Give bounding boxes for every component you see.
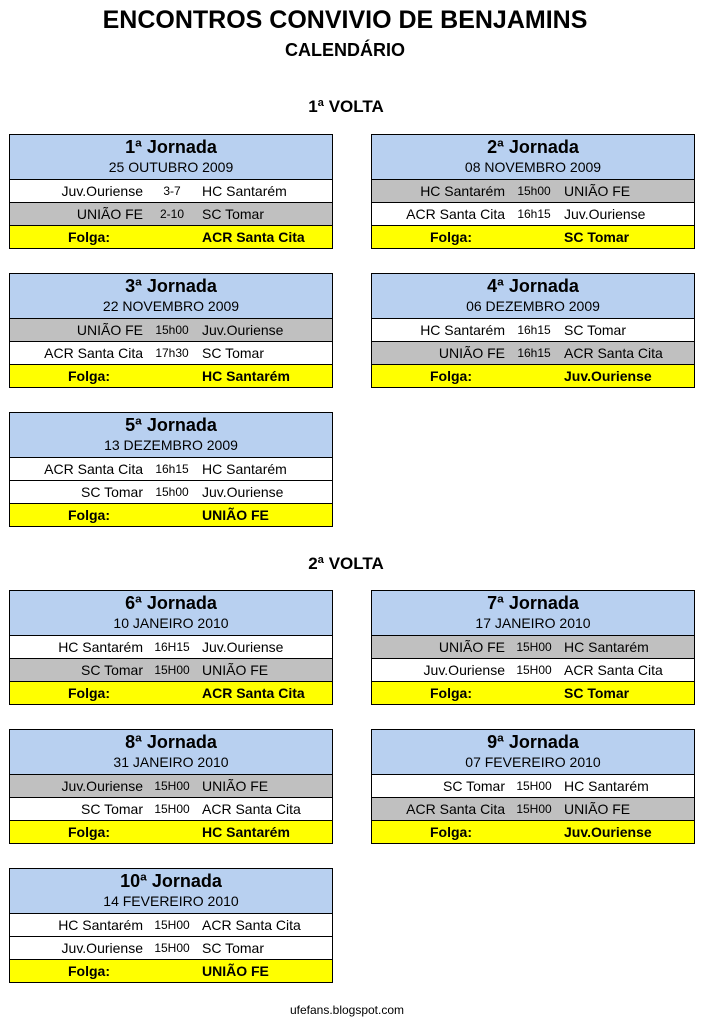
jornada-name: 1ª Jornada (125, 137, 217, 157)
jornada-card-5 (9, 412, 333, 527)
away-team: Juv.Ouriense (202, 322, 284, 338)
match-time: 15H00 (154, 802, 190, 816)
match-time: 15H00 (154, 941, 190, 955)
home-team: ACR Santa Cita (44, 461, 143, 477)
jornada-date: 08 NOVEMBRO 2009 (464, 159, 602, 175)
away-team: ACR Santa Cita (564, 345, 663, 361)
match-time: 15h00 (155, 485, 189, 499)
match-row (372, 180, 694, 203)
page-title: ENCONTROS CONVIVIO DE BENJAMINS (102, 6, 588, 34)
match-time: 16h15 (517, 207, 551, 221)
away-team: UNIÃO FE (564, 183, 631, 199)
match-time: 15H00 (516, 802, 552, 816)
match-row (372, 775, 694, 798)
home-team: UNIÃO FE (438, 345, 505, 361)
match-row (372, 203, 694, 226)
jornada-card-3 (9, 273, 333, 388)
match-row (10, 914, 332, 937)
match-time: 16h15 (517, 346, 551, 360)
home-team: HC Santarém (420, 183, 505, 199)
folga-label: Folga: (430, 685, 472, 701)
away-team: SC Tomar (564, 322, 626, 338)
folga-row (10, 504, 332, 526)
away-team: Juv.Ouriense (202, 484, 284, 500)
away-team: HC Santarém (202, 461, 287, 477)
match-time: 15H00 (516, 640, 552, 654)
jornada-date: 25 OUTUBRO 2009 (108, 159, 234, 175)
folga-row (372, 821, 694, 843)
match-time: 15h00 (517, 184, 551, 198)
home-team: ACR Santa Cita (44, 345, 143, 361)
match-row (372, 342, 694, 365)
home-team: UNIÃO FE (76, 322, 143, 338)
jornada-header (10, 869, 332, 914)
match-row (372, 659, 694, 682)
match-time: 15H00 (154, 918, 190, 932)
jornada-date: 14 FEVEREIRO 2010 (103, 893, 239, 909)
folga-label: Folga: (68, 685, 110, 701)
home-team: SC Tomar (443, 778, 505, 794)
match-row (372, 798, 694, 821)
match-row (372, 636, 694, 659)
jornada-date: 10 JANEIRO 2010 (113, 615, 229, 631)
folga-row (10, 226, 332, 248)
jornada-header (10, 730, 332, 775)
folga-label: Folga: (430, 824, 472, 840)
jornada-card-6 (9, 590, 333, 705)
match-time: 15h00 (155, 323, 189, 337)
match-row (10, 203, 332, 226)
away-team: SC Tomar (202, 940, 264, 956)
away-team: HC Santarém (564, 778, 649, 794)
jornada-name: 6ª Jornada (125, 593, 217, 613)
folga-label: Folga: (430, 229, 472, 245)
jornada-card-8 (9, 729, 333, 844)
folga-label: Folga: (430, 368, 472, 384)
folga-label: Folga: (68, 229, 110, 245)
jornada-header (10, 591, 332, 636)
away-team: HC Santarém (202, 183, 287, 199)
jornada-name: 2ª Jornada (487, 137, 579, 157)
jornada-card-4 (371, 273, 695, 388)
home-team: SC Tomar (81, 484, 143, 500)
jornada-name: 3ª Jornada (125, 276, 217, 296)
jornada-card-7 (371, 590, 695, 705)
folga-row (372, 365, 694, 387)
away-team: ACR Santa Cita (202, 917, 301, 933)
jornada-date: 06 DEZEMBRO 2009 (466, 298, 600, 314)
away-team: Juv.Ouriense (202, 639, 284, 655)
folga-team: HC Santarém (202, 824, 290, 840)
home-team: Juv.Ouriense (61, 183, 143, 199)
jornada-header (10, 274, 332, 319)
folga-label: Folga: (68, 507, 110, 523)
jornada-date: 07 FEVEREIRO 2010 (465, 754, 601, 770)
away-team: ACR Santa Cita (202, 801, 301, 817)
jornada-card-2 (371, 134, 695, 249)
jornada-name: 10ª Jornada (120, 871, 222, 891)
away-team: SC Tomar (202, 206, 264, 222)
footer-url: ufefans.blogspot.com (289, 1003, 405, 1017)
away-team: ACR Santa Cita (564, 662, 663, 678)
folga-row (372, 226, 694, 248)
page-subtitle: CALENDÁRIO (285, 40, 405, 60)
folga-team: ACR Santa Cita (202, 229, 305, 245)
away-team: UNIÃO FE (564, 801, 631, 817)
match-row (10, 775, 332, 798)
match-time: 15H00 (516, 779, 552, 793)
match-row (10, 180, 332, 203)
match-time: 16h15 (517, 323, 551, 337)
folga-team: HC Santarém (202, 368, 290, 384)
folga-row (10, 821, 332, 843)
away-team: Juv.Ouriense (564, 206, 646, 222)
folga-team: SC Tomar (564, 229, 630, 245)
home-team: HC Santarém (58, 639, 143, 655)
match-time: 15H00 (154, 663, 190, 677)
home-team: HC Santarém (420, 322, 505, 338)
jornada-card-9 (371, 729, 695, 844)
match-row (372, 319, 694, 342)
match-row (10, 342, 332, 365)
away-team: UNIÃO FE (202, 778, 269, 794)
folga-row (10, 682, 332, 704)
folga-label: Folga: (68, 824, 110, 840)
home-team: HC Santarém (58, 917, 143, 933)
home-team: SC Tomar (81, 801, 143, 817)
match-row (10, 458, 332, 481)
jornada-date: 31 JANEIRO 2010 (113, 754, 229, 770)
match-row (10, 636, 332, 659)
folga-team: UNIÃO FE (202, 963, 269, 979)
home-team: UNIÃO FE (438, 639, 505, 655)
match-time: 16h15 (155, 462, 189, 476)
jornada-card-10 (9, 868, 333, 983)
home-team: Juv.Ouriense (61, 940, 143, 956)
folga-team: UNIÃO FE (202, 507, 269, 523)
jornada-card-1 (9, 134, 333, 249)
jornada-header (10, 135, 332, 180)
jornada-header (10, 413, 332, 458)
jornada-date: 13 DEZEMBRO 2009 (104, 437, 238, 453)
match-time: 17h30 (155, 346, 189, 360)
jornada-name: 8ª Jornada (125, 732, 217, 752)
match-time: 15H00 (516, 663, 552, 677)
home-team: SC Tomar (81, 662, 143, 678)
home-team: ACR Santa Cita (406, 801, 505, 817)
jornada-name: 4ª Jornada (487, 276, 579, 296)
jornada-name: 5ª Jornada (125, 415, 217, 435)
match-time: 15H00 (154, 779, 190, 793)
folga-row (10, 960, 332, 982)
home-team: UNIÃO FE (76, 206, 143, 222)
jornada-name: 9ª Jornada (487, 732, 579, 752)
match-row (10, 937, 332, 960)
folga-row (10, 365, 332, 387)
home-team: Juv.Ouriense (423, 662, 505, 678)
folga-label: Folga: (68, 963, 110, 979)
folga-team: Juv.Ouriense (564, 368, 652, 384)
jornada-header (372, 730, 694, 775)
folga-team: SC Tomar (564, 685, 630, 701)
jornada-date: 17 JANEIRO 2010 (475, 615, 591, 631)
section-heading-volta-2: 2ª VOLTA (308, 554, 384, 573)
folga-row (372, 682, 694, 704)
home-team: Juv.Ouriense (61, 778, 143, 794)
home-team: ACR Santa Cita (406, 206, 505, 222)
folga-team: Juv.Ouriense (564, 824, 652, 840)
section-heading-volta-1: 1ª VOLTA (308, 97, 384, 116)
away-team: SC Tomar (202, 345, 264, 361)
match-row (10, 319, 332, 342)
jornada-header (372, 274, 694, 319)
match-time: 3-7 (163, 184, 181, 198)
match-row (10, 481, 332, 504)
match-row (10, 659, 332, 682)
match-time: 16H15 (154, 640, 190, 654)
folga-label: Folga: (68, 368, 110, 384)
jornada-name: 7ª Jornada (487, 593, 579, 613)
folga-team: ACR Santa Cita (202, 685, 305, 701)
away-team: HC Santarém (564, 639, 649, 655)
jornada-header (372, 135, 694, 180)
match-row (10, 798, 332, 821)
jornada-date: 22 NOVEMBRO 2009 (102, 298, 240, 314)
match-time: 2-10 (159, 207, 185, 221)
away-team: UNIÃO FE (202, 662, 269, 678)
jornada-header (372, 591, 694, 636)
